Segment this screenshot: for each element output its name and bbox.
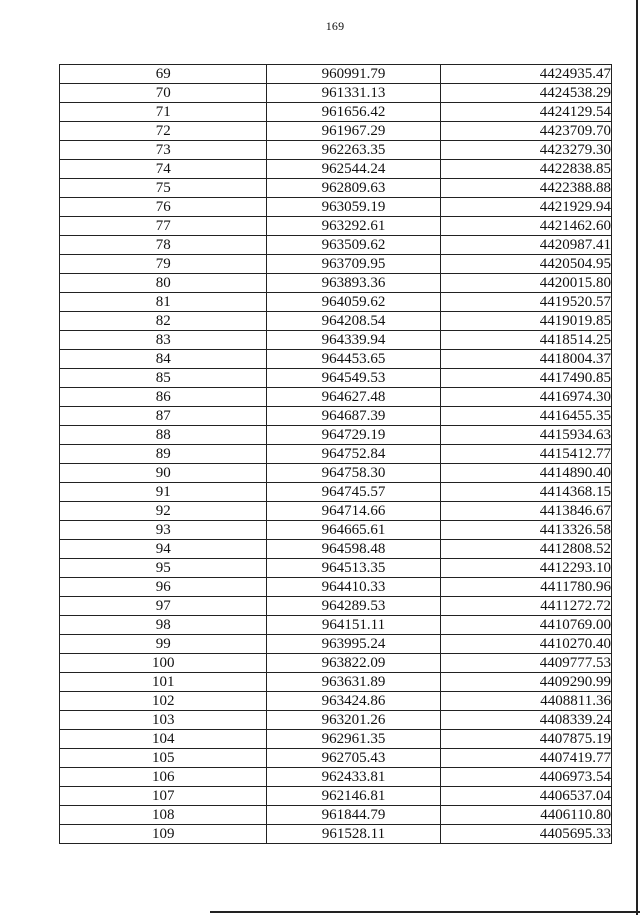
- x-coordinate-cell: 964729.19: [267, 426, 440, 445]
- x-coordinate-cell: 964453.65: [267, 350, 440, 369]
- point-number-cell: 94: [60, 540, 267, 559]
- table-row: [60, 825, 612, 844]
- y-coordinate-cell: 4414368.15: [440, 483, 611, 502]
- y-coordinate-cell: 4412293.10: [440, 559, 611, 578]
- point-number-cell: 100: [60, 654, 267, 673]
- point-number-cell: 106: [60, 768, 267, 787]
- point-number-cell: 95: [60, 559, 267, 578]
- table-row: [60, 407, 612, 426]
- table-row: [60, 426, 612, 445]
- x-coordinate-cell: 963201.26: [267, 711, 440, 730]
- point-number-cell: 101: [60, 673, 267, 692]
- y-coordinate-cell: 4410270.40: [440, 635, 611, 654]
- x-coordinate-cell: 963995.24: [267, 635, 440, 654]
- point-number-cell: 83: [60, 331, 267, 350]
- point-number-cell: 102: [60, 692, 267, 711]
- y-coordinate-cell: 4407875.19: [440, 730, 611, 749]
- x-coordinate-cell: 963059.19: [267, 198, 440, 217]
- table-row: [60, 806, 612, 825]
- y-coordinate-cell: 4409777.53: [440, 654, 611, 673]
- point-number-cell: 79: [60, 255, 267, 274]
- table-row: [60, 293, 612, 312]
- x-coordinate-cell: 964665.61: [267, 521, 440, 540]
- y-coordinate-cell: 4416455.35: [440, 407, 611, 426]
- point-number-cell: 78: [60, 236, 267, 255]
- point-number-cell: 93: [60, 521, 267, 540]
- y-coordinate-cell: 4414890.40: [440, 464, 611, 483]
- coordinates-table: [59, 64, 612, 844]
- y-coordinate-cell: 4424129.54: [440, 103, 611, 122]
- coordinates-table-body: [60, 65, 612, 844]
- x-coordinate-cell: 963709.95: [267, 255, 440, 274]
- table-row: [60, 255, 612, 274]
- point-number-cell: 99: [60, 635, 267, 654]
- table-row: [60, 198, 612, 217]
- table-row: [60, 103, 612, 122]
- y-coordinate-cell: 4406973.54: [440, 768, 611, 787]
- y-coordinate-cell: 4416974.30: [440, 388, 611, 407]
- table-row: [60, 711, 612, 730]
- x-coordinate-cell: 964410.33: [267, 578, 440, 597]
- y-coordinate-cell: 4419520.57: [440, 293, 611, 312]
- table-row: [60, 673, 612, 692]
- y-coordinate-cell: 4424935.47: [440, 65, 611, 84]
- y-coordinate-cell: 4423279.30: [440, 141, 611, 160]
- x-coordinate-cell: 961656.42: [267, 103, 440, 122]
- x-coordinate-cell: 961844.79: [267, 806, 440, 825]
- table-row: [60, 122, 612, 141]
- table-row: [60, 635, 612, 654]
- x-coordinate-cell: 964758.30: [267, 464, 440, 483]
- y-coordinate-cell: 4410769.00: [440, 616, 611, 635]
- y-coordinate-cell: 4422838.85: [440, 160, 611, 179]
- point-number-cell: 91: [60, 483, 267, 502]
- x-coordinate-cell: 964513.35: [267, 559, 440, 578]
- y-coordinate-cell: 4423709.70: [440, 122, 611, 141]
- table-row: [60, 312, 612, 331]
- point-number-cell: 103: [60, 711, 267, 730]
- table-row: [60, 787, 612, 806]
- table-row: [60, 521, 612, 540]
- y-coordinate-cell: 4417490.85: [440, 369, 611, 388]
- x-coordinate-cell: 963424.86: [267, 692, 440, 711]
- point-number-cell: 85: [60, 369, 267, 388]
- y-coordinate-cell: 4408811.36: [440, 692, 611, 711]
- table-row: [60, 559, 612, 578]
- point-number-cell: 90: [60, 464, 267, 483]
- table-row: [60, 616, 612, 635]
- point-number-cell: 97: [60, 597, 267, 616]
- y-coordinate-cell: 4418004.37: [440, 350, 611, 369]
- y-coordinate-cell: 4420504.95: [440, 255, 611, 274]
- x-coordinate-cell: 961528.11: [267, 825, 440, 844]
- table-row: [60, 141, 612, 160]
- x-coordinate-cell: 964059.62: [267, 293, 440, 312]
- y-coordinate-cell: 4413326.58: [440, 521, 611, 540]
- x-coordinate-cell: 964687.39: [267, 407, 440, 426]
- page-number: 169: [325, 19, 345, 33]
- x-coordinate-cell: 964714.66: [267, 502, 440, 521]
- point-number-cell: 84: [60, 350, 267, 369]
- x-coordinate-cell: 961967.29: [267, 122, 440, 141]
- table-row: [60, 179, 612, 198]
- y-coordinate-cell: 4405695.33: [440, 825, 611, 844]
- point-number-cell: 89: [60, 445, 267, 464]
- page-edge-right: [636, 0, 638, 915]
- point-number-cell: 80: [60, 274, 267, 293]
- x-coordinate-cell: 962263.35: [267, 141, 440, 160]
- x-coordinate-cell: 960991.79: [267, 65, 440, 84]
- point-number-cell: 70: [60, 84, 267, 103]
- table-row: [60, 692, 612, 711]
- table-row: [60, 217, 612, 236]
- x-coordinate-cell: 964752.84: [267, 445, 440, 464]
- point-number-cell: 105: [60, 749, 267, 768]
- x-coordinate-cell: 964627.48: [267, 388, 440, 407]
- x-coordinate-cell: 964598.48: [267, 540, 440, 559]
- x-coordinate-cell: 964208.54: [267, 312, 440, 331]
- table-row: [60, 160, 612, 179]
- point-number-cell: 76: [60, 198, 267, 217]
- x-coordinate-cell: 963822.09: [267, 654, 440, 673]
- point-number-cell: 104: [60, 730, 267, 749]
- point-number-cell: 98: [60, 616, 267, 635]
- point-number-cell: 92: [60, 502, 267, 521]
- x-coordinate-cell: 962433.81: [267, 768, 440, 787]
- table-row: [60, 597, 612, 616]
- point-number-cell: 86: [60, 388, 267, 407]
- table-row: [60, 236, 612, 255]
- table-row: [60, 540, 612, 559]
- table-row: [60, 84, 612, 103]
- y-coordinate-cell: 4420015.80: [440, 274, 611, 293]
- x-coordinate-cell: 962961.35: [267, 730, 440, 749]
- x-coordinate-cell: 964151.11: [267, 616, 440, 635]
- y-coordinate-cell: 4420987.41: [440, 236, 611, 255]
- table-row: [60, 730, 612, 749]
- x-coordinate-cell: 963292.61: [267, 217, 440, 236]
- point-number-cell: 77: [60, 217, 267, 236]
- y-coordinate-cell: 4415934.63: [440, 426, 611, 445]
- y-coordinate-cell: 4419019.85: [440, 312, 611, 331]
- y-coordinate-cell: 4411272.72: [440, 597, 611, 616]
- point-number-cell: 88: [60, 426, 267, 445]
- y-coordinate-cell: 4422388.88: [440, 179, 611, 198]
- point-number-cell: 87: [60, 407, 267, 426]
- x-coordinate-cell: 964289.53: [267, 597, 440, 616]
- y-coordinate-cell: 4409290.99: [440, 673, 611, 692]
- y-coordinate-cell: 4406110.80: [440, 806, 611, 825]
- table-row: [60, 464, 612, 483]
- y-coordinate-cell: 4421929.94: [440, 198, 611, 217]
- x-coordinate-cell: 962544.24: [267, 160, 440, 179]
- y-coordinate-cell: 4406537.04: [440, 787, 611, 806]
- x-coordinate-cell: 963509.62: [267, 236, 440, 255]
- y-coordinate-cell: 4411780.96: [440, 578, 611, 597]
- point-number-cell: 73: [60, 141, 267, 160]
- x-coordinate-cell: 962809.63: [267, 179, 440, 198]
- table-row: [60, 369, 612, 388]
- point-number-cell: 71: [60, 103, 267, 122]
- y-coordinate-cell: 4418514.25: [440, 331, 611, 350]
- point-number-cell: 74: [60, 160, 267, 179]
- point-number-cell: 109: [60, 825, 267, 844]
- x-coordinate-cell: 963893.36: [267, 274, 440, 293]
- y-coordinate-cell: 4424538.29: [440, 84, 611, 103]
- y-coordinate-cell: 4413846.67: [440, 502, 611, 521]
- y-coordinate-cell: 4421462.60: [440, 217, 611, 236]
- page-edge-bottom: [210, 911, 640, 913]
- x-coordinate-cell: 964339.94: [267, 331, 440, 350]
- point-number-cell: 107: [60, 787, 267, 806]
- point-number-cell: 108: [60, 806, 267, 825]
- table-row: [60, 654, 612, 673]
- x-coordinate-cell: 961331.13: [267, 84, 440, 103]
- point-number-cell: 75: [60, 179, 267, 198]
- table-row: [60, 350, 612, 369]
- x-coordinate-cell: 962146.81: [267, 787, 440, 806]
- table-row: [60, 502, 612, 521]
- point-number-cell: 82: [60, 312, 267, 331]
- table-row: [60, 388, 612, 407]
- x-coordinate-cell: 964745.57: [267, 483, 440, 502]
- table-row: [60, 65, 612, 84]
- table-row: [60, 768, 612, 787]
- point-number-cell: 72: [60, 122, 267, 141]
- y-coordinate-cell: 4415412.77: [440, 445, 611, 464]
- x-coordinate-cell: 963631.89: [267, 673, 440, 692]
- point-number-cell: 69: [60, 65, 267, 84]
- table-row: [60, 274, 612, 293]
- y-coordinate-cell: 4412808.52: [440, 540, 611, 559]
- table-row: [60, 331, 612, 350]
- point-number-cell: 81: [60, 293, 267, 312]
- table-row: [60, 749, 612, 768]
- table-row: [60, 578, 612, 597]
- table-row: [60, 483, 612, 502]
- x-coordinate-cell: 964549.53: [267, 369, 440, 388]
- y-coordinate-cell: 4408339.24: [440, 711, 611, 730]
- point-number-cell: 96: [60, 578, 267, 597]
- x-coordinate-cell: 962705.43: [267, 749, 440, 768]
- table-row: [60, 445, 612, 464]
- y-coordinate-cell: 4407419.77: [440, 749, 611, 768]
